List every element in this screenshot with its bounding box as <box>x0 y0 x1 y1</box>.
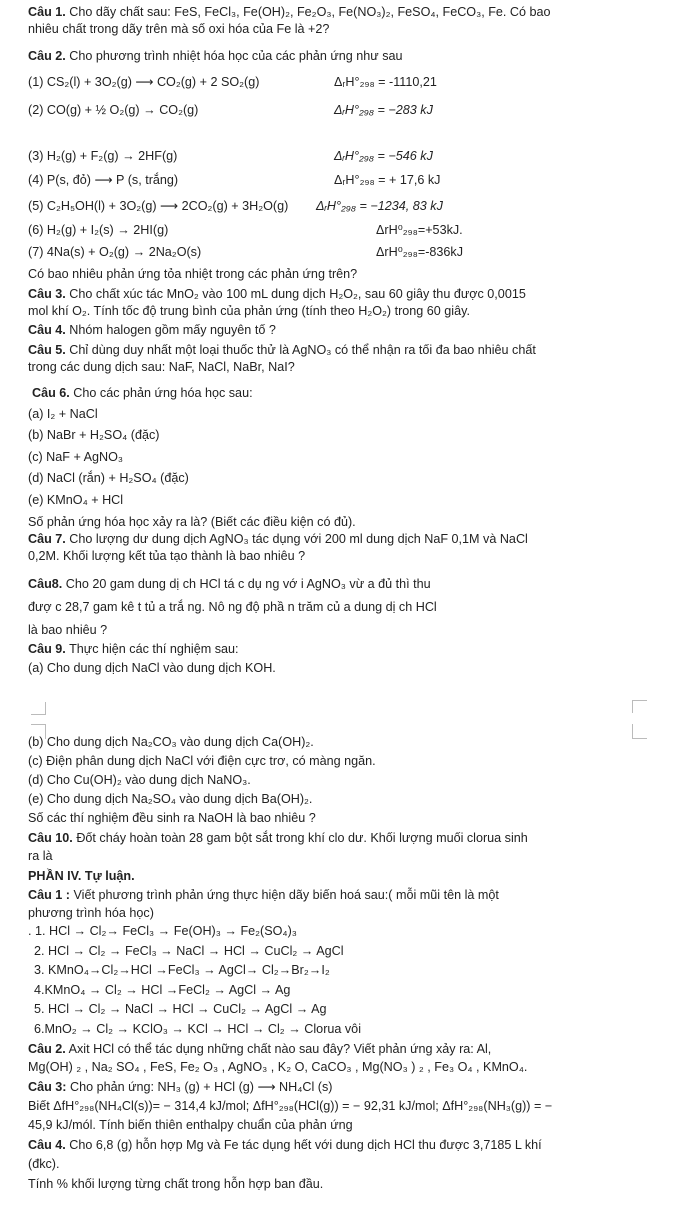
part4-title: PHẦN IV. Tự luận. <box>28 869 135 883</box>
e1-chain-5: 5. HCl → Cl₂ → NaCl → HCl → CuCl₂ → AgCl → Ag <box>34 1002 327 1016</box>
q9-number: Câu 9. <box>28 642 66 656</box>
q7-number: Câu 7. <box>28 532 66 546</box>
q3-line-2: mol khí O₂. Tính tốc độ trung bình của phản ứng (tính theo H₂O₂) trong 60 giây. <box>28 304 470 318</box>
q1-line-2: nhiêu chất trong dãy trên mà số oxi hóa của Fe là +2? <box>28 22 330 36</box>
e1-chain-2: 2. HCl → Cl₂ → FeCl₃ → NaCl → HCl → CuCl₂ → AgCl <box>34 944 344 958</box>
q9-item-a: (a) Cho dung dịch NaCl vào dung dịch KOH. <box>28 661 276 675</box>
q9-item-c: (c) Điện phân dung dịch NaCl với điện cực trơ, có màng ngăn. <box>28 754 376 768</box>
answer-box-corner-top-right <box>632 700 647 713</box>
e1-chain-4: 4.KMnO₄ → Cl₂ → HCl →FeCl₂ → AgCl → Ag <box>34 983 291 997</box>
q6-item-b: (b) NaBr + H₂SO₄ (đặc) <box>28 428 160 442</box>
q9-line-1: Câu 9. Thực hiện các thí nghiệm sau: <box>28 642 239 656</box>
answer-box-corner-top-left <box>31 702 46 715</box>
e1-chain-6: 6.MnO₂ → Cl₂ → KClO₃ → KCl → HCl → Cl₂ → Clorua vôi <box>34 1022 361 1036</box>
q6-item-c: (c) NaF + AgNO₃ <box>28 450 124 464</box>
q6-number: Câu 6. <box>32 386 70 400</box>
e3-line-2: Biết ΔfH°₂₉₈(NH₄Cl(s))= − 314,4 kJ/mol; ΔfH°₂₉₈(HCl(g)) = − 92,31 kJ/mol; ΔfH°₂₉₈(NH₃(g)) = − <box>28 1099 553 1113</box>
e3-number: Câu 3: <box>28 1080 67 1094</box>
q2-reaction-2: (2) CO(g) + ½ O₂(g) → CO₂(g) <box>28 103 199 117</box>
q8-line-2: đượ c 28,7 gam kê t tủ a trắ ng. Nô ng độ phầ n trăm củ a dung dị ch HCl <box>28 600 437 614</box>
q2-enthalpy-1: ΔᵣH°₂₉₈ = -1110,21 <box>334 75 437 89</box>
q2-number: Câu 2. <box>28 49 66 63</box>
q2-enthalpy-6: ΔrH⁰₂₉₈=+53kJ. <box>376 223 463 237</box>
q2-enthalpy-7: ΔrH⁰₂₉₈=-836kJ <box>376 245 464 259</box>
e1-chain-3: 3. KMnO₄→Cl₂→HCl →FeCl₃ → AgCl→ Cl₂→Br₂→I₂ <box>34 963 330 977</box>
q5-line-2: trong các dung dịch sau: NaF, NaCl, NaBr, NaI? <box>28 360 295 374</box>
q8-number: Câu8. <box>28 577 63 591</box>
e2-line-2: Mg(OH) ₂ , Na₂ SO₄ , FeS, Fe₂ O₃ , AgNO₃ , K₂ O, CaCO₃ , Mg(NO₃ ) ₂ , Fe₃ O₄ , KMnO₄. <box>28 1060 528 1074</box>
q5-line-1: Câu 5. Chỉ dùng duy nhất một loại thuốc thử là AgNO₃ có thể nhận ra tối đa bao nhiêu chất <box>28 343 536 357</box>
q9-item-b: (b) Cho dung dịch Na₂CO₃ vào dung dịch Ca(OH)₂. <box>28 735 314 749</box>
e4-number: Câu 4. <box>28 1138 66 1152</box>
q6-item-a: (a) I₂ + NaCl <box>28 407 98 421</box>
q1-line-1: Câu 1. Cho dãy chất sau: FeS, FeCl₃, Fe(OH)₂, Fe₂O₃, Fe(NO₃)₂, FeSO₄, FeCO₃, Fe. Có bao <box>28 5 551 19</box>
q9-item-d: (d) Cho Cu(OH)₂ vào dung dịch NaNO₃. <box>28 773 251 787</box>
q6-item-d: (d) NaCl (rắn) + H₂SO₄ (đặc) <box>28 471 189 485</box>
q8-line-1: Câu8. Cho 20 gam dung dị ch HCl tá c dụ ng vớ i AgNO₃ vừ a đủ thì thu <box>28 577 431 591</box>
q9-item-e: (e) Cho dung dịch Na₂SO₄ vào dung dịch Ba(OH)₂. <box>28 792 313 806</box>
e1-line-1: Câu 1 : Viết phương trình phản ứng thực hiện dãy biến hoá sau:( mỗi mũi tên là một <box>28 888 499 902</box>
e1-line-2: phương trình hóa học) <box>28 906 154 920</box>
q10-line-2: ra là <box>28 849 53 863</box>
q2-enthalpy-3: ΔᵣH°₂₉₈ = −546 kJ <box>334 149 433 163</box>
q3-line-1: Câu 3. Cho chất xúc tác MnO₂ vào 100 mL dung dịch H₂O₂, sau 60 giây thu được 0,0015 <box>28 287 526 301</box>
q2-reaction-5: (5) C₂H₅OH(l) + 3O₂(g) ⟶ 2CO₂(g) + 3H₂O(g) <box>28 199 289 213</box>
q2-reaction-3: (3) H₂(g) + F₂(g) → 2HF(g) <box>28 149 178 163</box>
e4-line-2: (đkc). <box>28 1157 60 1171</box>
e4-line-3: Tính % khối lượng từng chất trong hỗn hợp ban đầu. <box>28 1177 324 1191</box>
q6-line-1: Câu 6. Cho các phản ứng hóa học sau: <box>32 386 253 400</box>
e3-line-1: Câu 3: Cho phản ứng: NH₃ (g) + HCl (g) ⟶ NH₄Cl (s) <box>28 1080 333 1094</box>
q2-line-1: Câu 2. Cho phương trình nhiệt hóa học của các phản ứng như sau <box>28 49 403 63</box>
q1-number: Câu 1. <box>28 5 66 19</box>
q4-line: Câu 4. Nhóm halogen gồm mấy nguyên tố ? <box>28 323 276 337</box>
q6-item-e: (e) KMnO₄ + HCl <box>28 493 124 507</box>
q2-question: Có bao nhiêu phản ứng tỏa nhiệt trong các phản ứng trên? <box>28 267 358 281</box>
q2-reaction-7: (7) 4Na(s) + O₂(g) → 2Na₂O(s) <box>28 245 202 259</box>
e3-line-3: 45,9 kJ/mól. Tính biến thiên enthalpy chuẩn của phản ứng <box>28 1118 353 1132</box>
e2-line-1: Câu 2. Axit HCl có thể tác dụng những chất nào sau đây? Viết phản ứng xảy ra: Al, <box>28 1042 492 1056</box>
e1-number: Câu 1 : <box>28 888 70 902</box>
q2-enthalpy-2: ΔᵣH°₂₉₈ = −283 kJ <box>334 103 433 117</box>
q7-line-1: Câu 7. Cho lượng dư dung dịch AgNO₃ tác dụng với 200 ml dung dịch NaF 0,1M và NaCl <box>28 532 528 546</box>
q2-reaction-4: (4) P(s, đỏ) ⟶ P (s, trắng) <box>28 173 179 187</box>
q3-number: Câu 3. <box>28 287 66 301</box>
q10-line-1: Câu 10. Đốt cháy hoàn toàn 28 gam bột sắt trong khí clo dư. Khối lượng muối clorua sinh <box>28 831 528 845</box>
q2-reaction-1: (1) CS₂(l) + 3O₂(g) ⟶ CO₂(g) + 2 SO₂(g) <box>28 75 260 89</box>
q8-line-3: là bao nhiêu ? <box>28 623 108 637</box>
e4-line-1: Câu 4. Cho 6,8 (g) hỗn hợp Mg và Fe tác dụng hết với dung dịch HCl thu được 3,7185 L khí <box>28 1138 542 1152</box>
q10-number: Câu 10. <box>28 831 73 845</box>
q4-number: Câu 4. <box>28 323 66 337</box>
q6-question: Số phản ứng hóa học xảy ra là? (Biết các điều kiện có đủ). <box>28 515 356 529</box>
q2-enthalpy-5: ΔᵣH°₂₉₈ = −1234, 83 kJ <box>316 199 443 213</box>
q2-reaction-6: (6) H₂(g) + I₂(s) → 2HI(g) <box>28 223 169 237</box>
e2-number: Câu 2. <box>28 1042 66 1056</box>
e1-chain-1: . 1. HCl → Cl₂→ FeCl₃ → Fe(OH)₃ → Fe₂(SO₄)₃ <box>28 924 297 938</box>
q5-number: Câu 5. <box>28 343 66 357</box>
q2-enthalpy-4: ΔᵣH°₂₉₈ = + 17,6 kJ <box>334 173 441 187</box>
q9-question: Số các thí nghiệm đều sinh ra NaOH là bao nhiêu ? <box>28 811 316 825</box>
q7-line-2: 0,2M. Khối lượng kết tủa tạo thành là bao nhiêu ? <box>28 549 306 563</box>
